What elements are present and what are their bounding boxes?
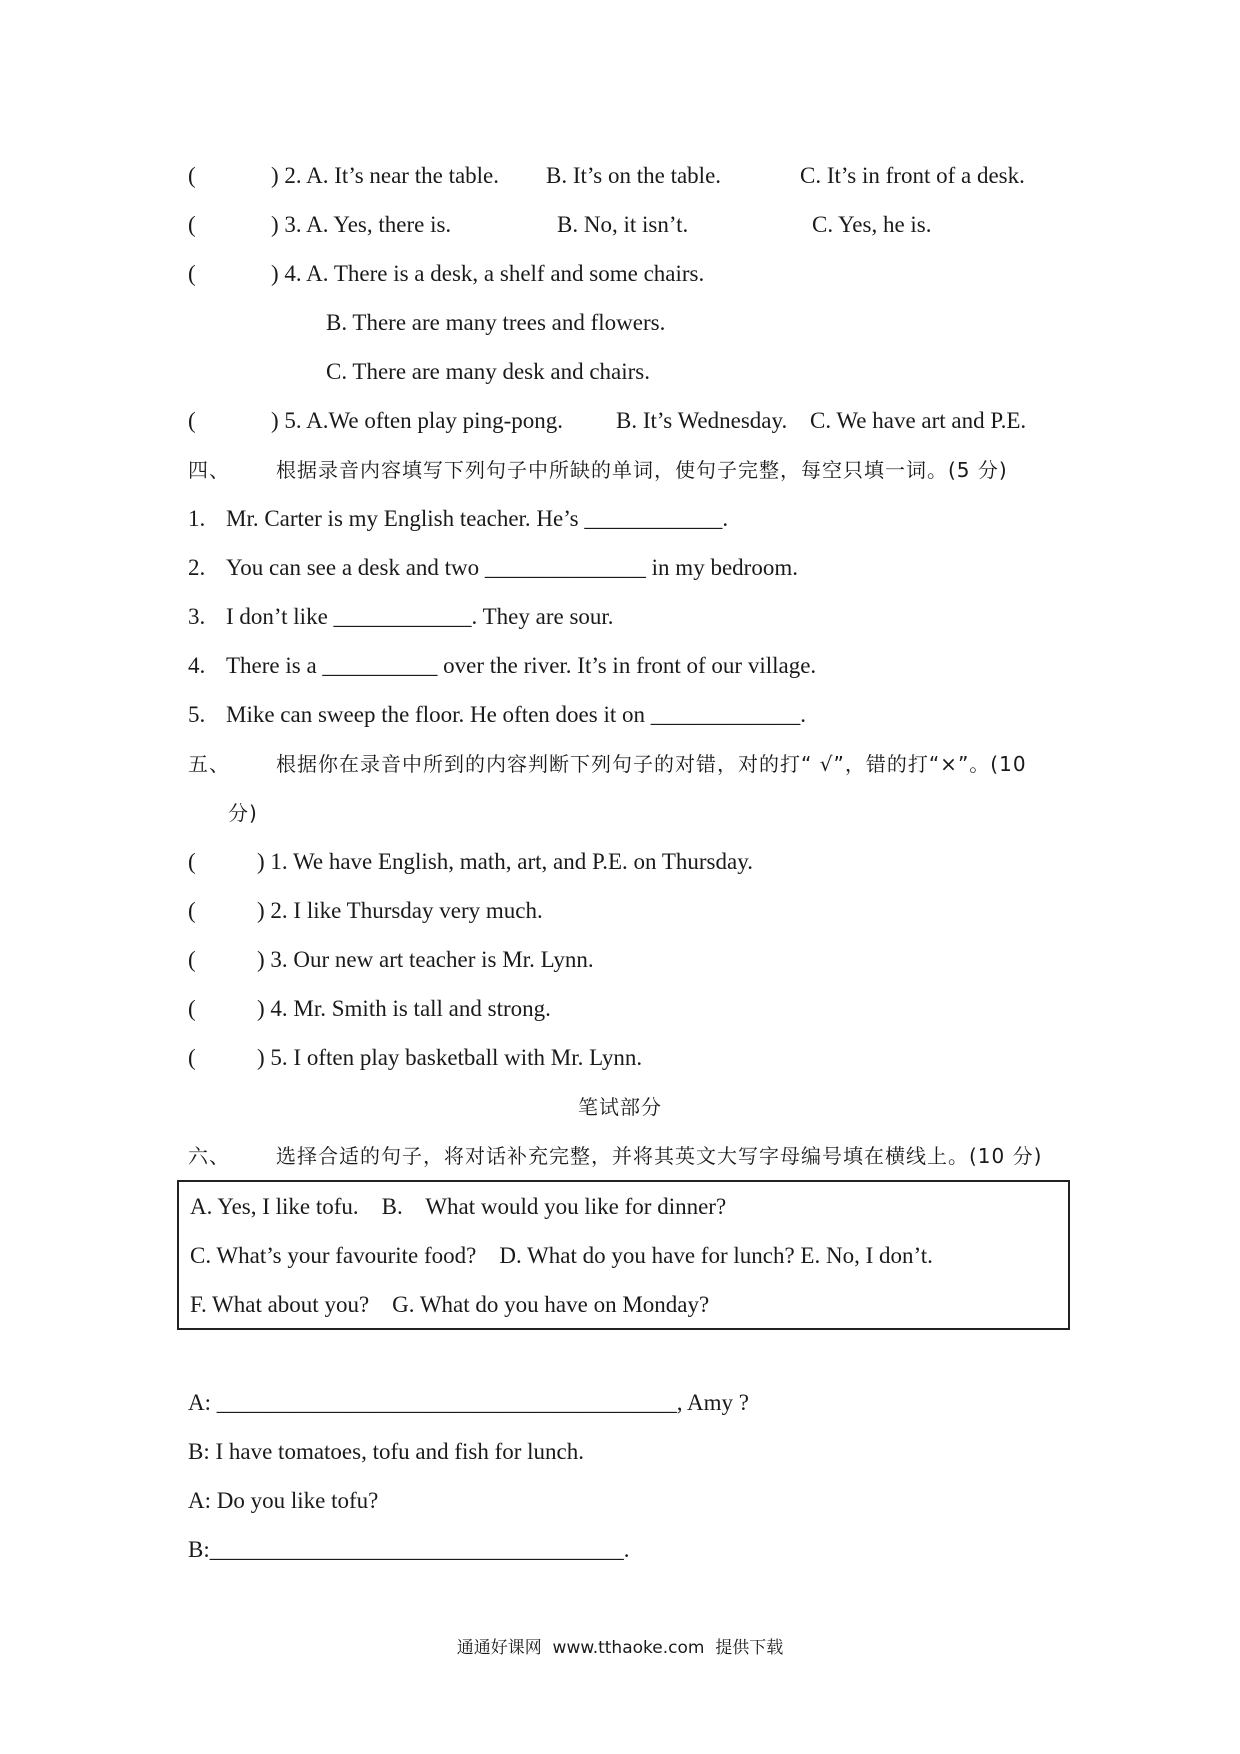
question-2-option-c: C. It’s in front of a desk.: [800, 163, 1025, 188]
fill-item-sentence: There is a __________ over the river. It’s in front of our village.: [226, 653, 817, 678]
fill-item-number: 1.: [188, 506, 206, 531]
fill-item-number: 4.: [188, 653, 206, 678]
fill-item-number: 2.: [188, 555, 206, 580]
answer-paren: (: [188, 1045, 196, 1070]
option-line: F. What about you? G. What do you have on Monday?: [190, 1292, 710, 1317]
question-4-option-b: B. There are many trees and flowers.: [326, 310, 666, 335]
fill-item-sentence: You can see a desk and two ______________ in my bedroom.: [226, 555, 798, 580]
judge-item: ) 3. Our new art teacher is Mr. Lynn.: [257, 947, 594, 972]
judge-item: ) 1. We have English, math, art, and P.E. on Thursday.: [257, 849, 753, 874]
question-4-option-c: C. There are many desk and chairs.: [326, 359, 651, 384]
footer-credit: 通通好课网 www.tthaoke.com 提供下载: [456, 1638, 784, 1658]
question-3-option-b: B. No, it isn’t.: [557, 212, 689, 237]
section-4-label: 四、: [188, 458, 230, 482]
question-5-option-c: C. We have art and P.E.: [810, 408, 1027, 433]
answer-paren: (: [188, 408, 196, 433]
answer-paren: (: [188, 261, 196, 286]
dialogue-line: A: ________________________________________, Amy ?: [188, 1390, 749, 1415]
question-5-option-a: ) 5. A.We often play ping-pong.: [271, 408, 563, 433]
fill-item-sentence: Mike can sweep the floor. He often does it on _____________.: [226, 702, 806, 727]
question-3-option-c: C. Yes, he is.: [812, 212, 932, 237]
section-5-instruction: 根据你在录音中所到的内容判断下列句子的对错，对的打“ √”，错的打“×”。(10: [276, 752, 1027, 776]
question-2-option-b: B. It’s on the table.: [546, 163, 722, 188]
answer-paren: (: [188, 947, 196, 972]
fill-item-number: 3.: [188, 604, 206, 629]
option-line: A. Yes, I like tofu. B. What would you like for dinner?: [190, 1194, 727, 1219]
section-5-label: 五、: [188, 752, 230, 776]
dialogue-line: B:____________________________________.: [188, 1537, 630, 1562]
dialogue-line: A: Do you like tofu?: [188, 1488, 379, 1513]
judge-item: ) 4. Mr. Smith is tall and strong.: [257, 996, 551, 1021]
answer-paren: (: [188, 849, 196, 874]
section-4-instruction: 根据录音内容填写下列句子中所缺的单词，使句子完整，每空只填一词。(5 分): [276, 458, 1008, 482]
fill-item-sentence: Mr. Carter is my English teacher. He’s ____________.: [226, 506, 729, 531]
question-4-option-a: ) 4. A. There is a desk, a shelf and some chairs.: [271, 261, 705, 286]
section-5-instruction-cont: 分): [228, 801, 258, 825]
judge-item: ) 2. I like Thursday very much.: [257, 898, 543, 923]
dialogue-line: B: I have tomatoes, tofu and fish for lunch.: [188, 1439, 585, 1464]
answer-paren: (: [188, 163, 196, 188]
section-6-label: 六、: [188, 1144, 230, 1168]
judge-item: ) 5. I often play basketball with Mr. Lynn.: [257, 1045, 643, 1070]
section-6-instruction: 选择合适的句子，将对话补充完整，并将其英文大写字母编号填在横线上。(10 分): [276, 1144, 1043, 1168]
fill-item-number: 5.: [188, 702, 206, 727]
answer-paren: (: [188, 212, 196, 237]
written-part-heading: 笔试部分: [578, 1095, 662, 1119]
option-line: C. What’s your favourite food? D. What do you have for lunch? E. No, I don’t.: [190, 1243, 933, 1268]
fill-item-sentence: I don’t like ____________. They are sour.: [226, 604, 614, 629]
answer-paren: (: [188, 898, 196, 923]
question-5-option-b: B. It’s Wednesday.: [616, 408, 788, 433]
question-2-option-a: ) 2. A. It’s near the table.: [271, 163, 500, 188]
answer-paren: (: [188, 996, 196, 1021]
question-3-option-a: ) 3. A. Yes, there is.: [271, 212, 452, 237]
